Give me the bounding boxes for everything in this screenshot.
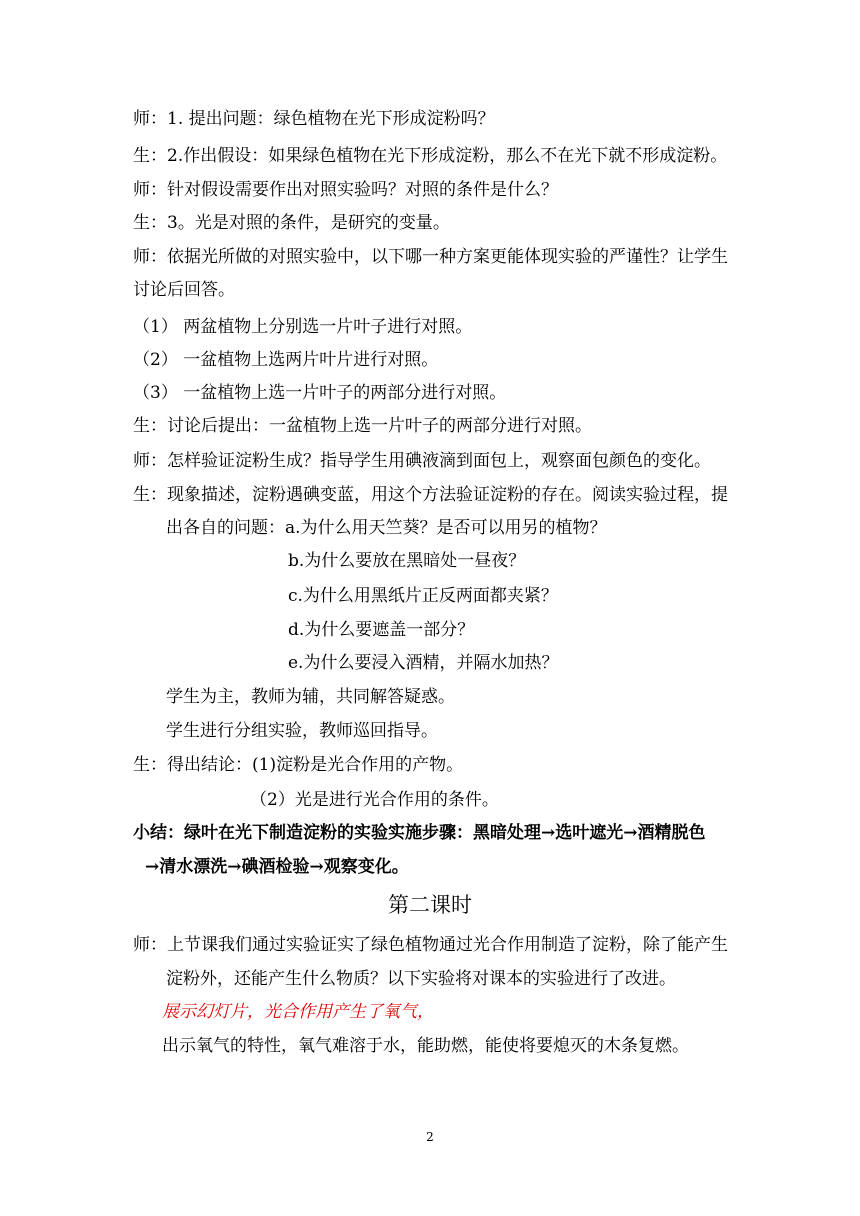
- line-student-variable: 生：3。光是对照的条件，是研究的变量。: [133, 213, 450, 233]
- option-1: （1） 两盆植物上分别选一片叶子进行对照。: [133, 317, 473, 337]
- line-student-phenomenon: 生：现象描述，淀粉遇碘变蓝，用这个方法验证淀粉的存在。阅读实验过程，提: [133, 485, 728, 505]
- line-student-lead: 学生为主，教师为辅，共同解答疑惑。: [166, 687, 455, 707]
- line-teacher-review: 师：上节课我们通过实验证实了绿色植物通过光合作用制造了淀粉，除了能产生: [133, 935, 728, 955]
- line-discuss-answer: 讨论后回答。: [133, 280, 235, 300]
- question-c: c.为什么用黑纸片正反两面都夹紧？: [288, 586, 558, 606]
- question-a: 出各自的问题：a.为什么用天竺葵？是否可以用另的植物？: [166, 518, 607, 538]
- line-student-hypothesis: 生：2.作出假设：如果绿色植物在光下形成淀粉，那么不在光下就不形成淀粉。: [133, 146, 728, 166]
- line-teacher-rigor: 师：依据光所做的对照实验中，以下哪一种方案更能体现实验的严谨性？让学生: [133, 247, 728, 267]
- question-e: e.为什么要浸入酒精，并隔水加热？: [288, 653, 559, 673]
- line-student-discussion: 生：讨论后提出：一盆植物上选一片叶子的两部分进行对照。: [133, 416, 592, 436]
- summary-line-1: 小结：绿叶在光下制造淀粉的实验实施步骤：黑暗处理→选叶遮光→酒精脱色: [133, 823, 706, 843]
- summary-line-2: →清水漂洗→碘酒检验→观察变化。: [145, 857, 409, 877]
- line-oxygen-properties: 出示氧气的特性，氧气难溶于水，能助燃，能使将要熄灭的木条复燃。: [162, 1036, 689, 1056]
- question-d: d.为什么要遮盖一部分？: [288, 620, 475, 640]
- line-conclusion-2: （2）光是进行光合作用的条件。: [250, 790, 499, 810]
- option-3: （3） 一盆植物上选一片叶子的两部分进行对照。: [133, 383, 507, 403]
- option-2: （2） 一盆植物上选两片叶片进行对照。: [133, 350, 439, 370]
- line-teacher-question: 师：1. 提出问题：绿色植物在光下形成淀粉吗？: [133, 109, 495, 129]
- line-conclusion-1: 生：得出结论：(1)淀粉是光合作用的产物。: [133, 755, 464, 775]
- line-group-experiment: 学生进行分组实验，教师巡回指导。: [166, 721, 438, 741]
- line-teacher-verify: 师：怎样验证淀粉生成？指导学生用碘液滴到面包上，观察面包颜色的变化。: [133, 451, 711, 471]
- question-b: b.为什么要放在黑暗处一昼夜？: [288, 551, 526, 571]
- section-heading: 第二课时: [388, 893, 472, 917]
- page-number: 2: [426, 1130, 434, 1144]
- line-teacher-review-cont: 淀粉外，还能产生什么物质？以下实验将对课本的实验进行了改进。: [166, 969, 676, 989]
- highlight-slide-note: 展示幻灯片，光合作用产生了氧气，: [162, 1002, 434, 1022]
- line-teacher-control: 师：针对假设需要作出对照实验吗？对照的条件是什么？: [133, 180, 558, 200]
